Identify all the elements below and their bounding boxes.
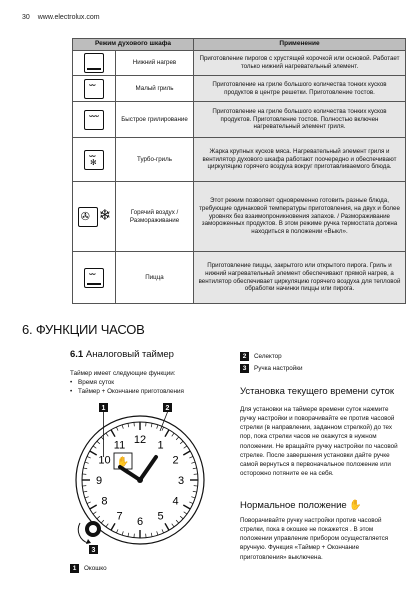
- clock-number: 6: [136, 516, 144, 528]
- clock-tick: [189, 502, 193, 504]
- clock-tick: [162, 427, 164, 431]
- clock-tick: [97, 516, 100, 519]
- clock-tick: [172, 524, 174, 527]
- clock-number: 10: [98, 454, 111, 467]
- mode-name: Нижний нагрев: [116, 51, 194, 76]
- clock-tick: [85, 497, 89, 498]
- legend-num: 1: [70, 564, 79, 573]
- mode-desc: Приготовление пиццы, закрытого или открытого пирога. Гриль и нижний нагревательный элемент обеспечивают прямой нагрев, а вентилятор обеспечивает циркуляцию горячего воздуха для тепловой обработки начинки пиццы или пирога.: [194, 252, 406, 304]
- legend-item-window: [70, 564, 107, 573]
- clock-tick: [157, 425, 158, 429]
- clock-tick: [165, 430, 169, 437]
- clock-tick: [101, 520, 104, 523]
- table-header-row: [73, 39, 406, 51]
- clock-tick: [93, 512, 96, 514]
- clock-tick: [157, 531, 158, 535]
- function-list: [70, 378, 184, 396]
- hand-icon: ✋: [116, 457, 130, 468]
- page-header: [22, 14, 100, 21]
- clock-tick: [122, 531, 123, 535]
- clock-number: 4: [172, 495, 179, 508]
- callout-2-label: 2: [165, 405, 170, 412]
- clock-number: 7: [116, 510, 123, 523]
- clock-tick: [90, 505, 97, 509]
- set-time-title: Установка текущего времени суток: [240, 386, 395, 397]
- normal-position-heading: Нормальное положение: [240, 500, 347, 511]
- clock-number: 12: [133, 434, 147, 446]
- hot-air-icon: ✇: [78, 207, 98, 227]
- site-url: www.electrolux.com: [37, 14, 100, 21]
- mode-desc: Приготовление пирогов с хрустящей корочкой или основой. Работает только нижний нагревательный элемент.: [194, 51, 406, 76]
- clock-number: 11: [113, 439, 126, 452]
- clock-tick: [90, 451, 97, 455]
- clock-tick: [176, 520, 179, 523]
- small-grill-icon: ᴗᴗ: [84, 79, 104, 99]
- section-number: 6.: [22, 322, 33, 337]
- normal-position-title: [240, 500, 362, 511]
- legend-item-selector: [240, 352, 282, 361]
- legend-text: Окошко: [84, 565, 107, 572]
- clock-tick: [180, 441, 183, 444]
- clock-tick: [93, 446, 96, 448]
- table-row: [73, 76, 406, 102]
- arrow-head-icon: [86, 539, 91, 544]
- normal-position-text: Поворачивайте ручку настройки против часовой стрелки, пока в окошке не покажется . В этом положении управление прибором осуществляется вручную. Функция «Таймер + Окончание приготовления» выключена.: [240, 517, 389, 561]
- set-time-text: Для установки на таймере времени суток нажмите ручку настройки и поворачивайте ее против часовой стрелки (в направлении, заданном стрелкой) до тех пор, пока стрелки часов не окажутся в нужном положении. Не вращайте ручку настройки по часовой стрелке. После завершения установки дайте ручке самой вернуться в первоначальное положение или осторожно потяните ее на себя.: [240, 406, 398, 477]
- clock-tick: [191, 497, 195, 498]
- subsection-title: [70, 349, 174, 360]
- hand-icon: ✋: [349, 500, 362, 511]
- clock-number: 3: [177, 475, 185, 487]
- list-item: • Таймер + Окончание приготовления: [70, 387, 184, 396]
- mode-desc: Жарка крупных кусков мяса. Нагревательный элемент гриля и вентилятор духового шкафа работают поочередно и обеспечивают циркуляцию горячего воздуха вокруг приготавливаемого блюда.: [194, 138, 406, 182]
- subsection-number: 6.1: [70, 349, 84, 360]
- table-row: [73, 182, 406, 252]
- clock-tick: [122, 425, 123, 429]
- col-mode-header: Режим духового шкафа: [73, 39, 194, 51]
- clock-tick: [111, 430, 115, 437]
- clock-tick: [151, 533, 152, 537]
- clock-tick: [191, 462, 195, 463]
- table-row: [73, 138, 406, 182]
- clock-center: [137, 477, 143, 483]
- clock-tick: [193, 491, 197, 492]
- col-use-header: Применение: [194, 39, 406, 51]
- analog-timer-diagram: [58, 395, 218, 565]
- legend-text: Селектор: [254, 353, 282, 360]
- fast-grill-icon: ᴗᴗᴗ: [84, 110, 104, 130]
- mode-name: Пицца: [116, 252, 194, 304]
- clock-tick: [128, 533, 129, 537]
- clock-tick: [189, 456, 193, 458]
- clock-tick: [87, 456, 91, 458]
- mode-name: Турбо-гриль: [116, 138, 194, 182]
- clock-tick: [183, 451, 190, 455]
- legend-num: 2: [240, 352, 249, 361]
- legend-text: Ручка настройки: [254, 365, 303, 372]
- clock-tick: [116, 427, 118, 431]
- turbo-grill-icon: ᴗᴗ ✻: [84, 150, 104, 170]
- pizza-icon: ᴗᴗ: [84, 268, 104, 288]
- clock-tick: [183, 505, 190, 509]
- legend-num: 3: [240, 364, 249, 373]
- clock-tick: [172, 433, 174, 436]
- clock-tick: [87, 502, 91, 504]
- clock-tick: [193, 468, 197, 469]
- bottom-heat-icon: [84, 53, 104, 73]
- callout-3-label: 3: [91, 547, 96, 554]
- table-row: [73, 102, 406, 138]
- clock-tick: [116, 529, 118, 533]
- mode-desc: Приготовление на гриле большого количества тонких кусков продуктов. Приготовление тостов. Полностью включен нагревательный элемент гриля.: [194, 102, 406, 138]
- clock-tick: [106, 524, 108, 527]
- page-number: 30: [22, 14, 30, 21]
- mode-name: Быстрое грилирование: [116, 102, 194, 138]
- clock-tick: [83, 491, 87, 492]
- oven-modes-table: [72, 38, 406, 304]
- legend-item-knob: [240, 364, 303, 373]
- clock-tick: [184, 512, 187, 514]
- table-row: [73, 252, 406, 304]
- clock-number: 1: [157, 439, 164, 452]
- clock-number: 9: [95, 475, 103, 487]
- subsection-heading: Аналоговый таймер: [85, 349, 174, 360]
- table-row: [73, 51, 406, 76]
- mode-desc: Этот режим позволяет одновременно готовить разные блюда, требующие одинаковой температуры приготовления, на двух и более уровнях без взаимопроникновения запахов. / Размораживание замороженных продуктов. В этом режиме ручка термостата должна находиться в положении «Выкл».: [194, 182, 406, 252]
- callout-1-label: 1: [101, 405, 106, 412]
- clock-tick: [83, 468, 87, 469]
- clock-tick: [128, 423, 129, 427]
- mode-name: Горячий воздух / Размораживание: [116, 182, 194, 252]
- mode-desc: Приготовление на гриле большого количества тонких кусков продуктов в центре решетки. Приготовление тостов.: [194, 76, 406, 102]
- clock-tick: [97, 441, 100, 444]
- clock-tick: [176, 437, 179, 440]
- section-heading: ФУНКЦИИ ЧАСОВ: [35, 322, 145, 337]
- clock-tick: [151, 423, 152, 427]
- clock-tick: [162, 529, 164, 533]
- adjust-knob-center: [89, 525, 97, 533]
- clock-number: 5: [157, 510, 164, 523]
- clock-number: 2: [172, 454, 179, 467]
- list-item: • Время суток: [70, 378, 184, 387]
- clock-tick: [85, 462, 89, 463]
- clock-number: 8: [101, 495, 108, 508]
- mode-name: Малый гриль: [116, 76, 194, 102]
- clock-tick: [180, 516, 183, 519]
- section-title: [22, 322, 145, 337]
- snowflake-icon: ❄: [98, 207, 112, 225]
- intro-text: Таймер имеет следующие функции:: [70, 370, 176, 377]
- clock-hand-minute: [140, 457, 156, 480]
- clock-tick: [184, 446, 187, 448]
- clock-tick: [111, 523, 115, 530]
- clock-tick: [165, 523, 169, 530]
- clock-tick: [106, 433, 108, 436]
